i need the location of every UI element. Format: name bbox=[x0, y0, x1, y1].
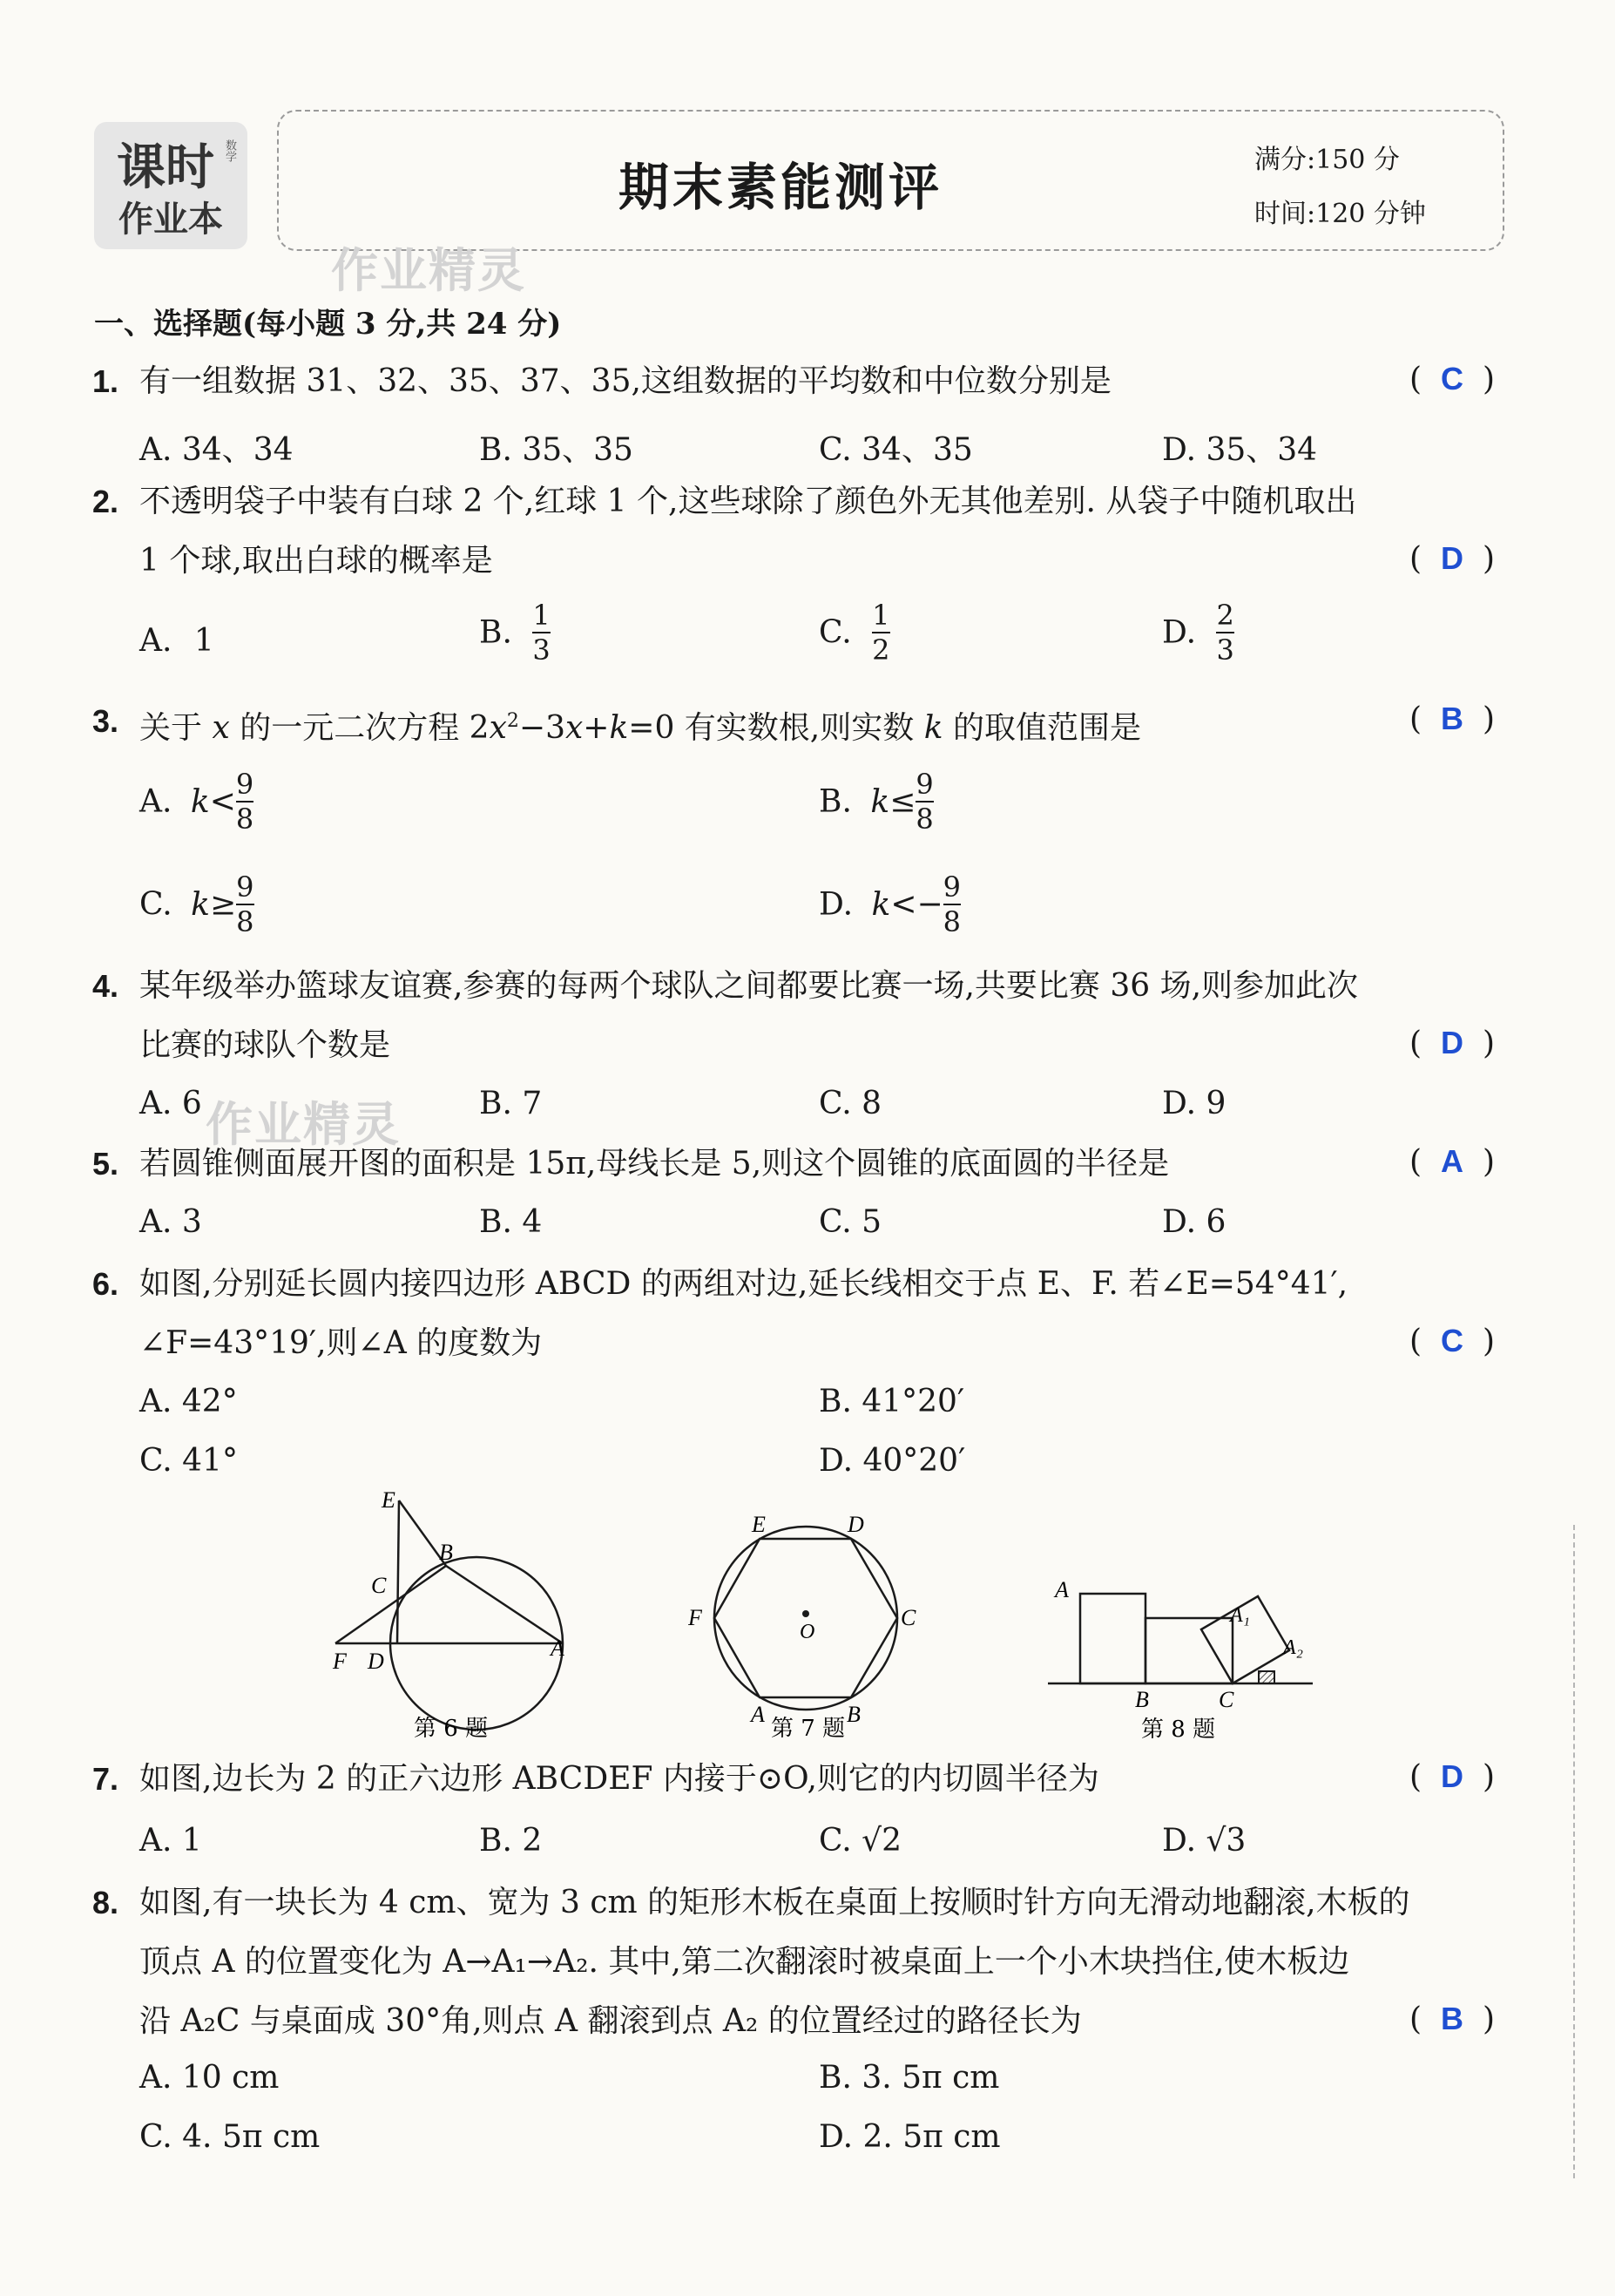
logo-small: 数学 bbox=[223, 139, 236, 162]
question-number: 2. bbox=[92, 484, 119, 519]
option-a: A. 1 bbox=[139, 1823, 202, 1859]
page-title: 期末素能测评 bbox=[618, 158, 943, 217]
numerator: 1 bbox=[872, 599, 890, 632]
option-label: B. bbox=[479, 614, 512, 651]
numerator: 9 bbox=[916, 768, 934, 801]
numerator: 9 bbox=[236, 870, 254, 904]
hexagon bbox=[714, 1539, 897, 1697]
label-a1: A₁ bbox=[1230, 1604, 1251, 1627]
numerator: 1 bbox=[532, 599, 551, 632]
variable-k: k bbox=[191, 886, 210, 923]
question-text-line1: 如图,分别延长圆内接四边形 ABCD 的两组对边,延长线相交于点 E、F. 若∠E=54°41′, bbox=[139, 1266, 1348, 1302]
relation: ≤ bbox=[889, 783, 916, 820]
label-a: A bbox=[1055, 1577, 1069, 1602]
question-number: 3. bbox=[92, 703, 119, 739]
answer-bracket: ( D ) bbox=[1409, 1758, 1496, 1795]
label-d: D bbox=[368, 1649, 384, 1674]
logo bbox=[94, 122, 251, 253]
label-e: E bbox=[382, 1487, 395, 1513]
option-c: C. 5 bbox=[819, 1204, 882, 1240]
variable-k: k bbox=[609, 710, 629, 746]
option-label: D. bbox=[819, 886, 854, 923]
denominator: 8 bbox=[943, 905, 961, 938]
variable-k: k bbox=[190, 783, 210, 820]
label-f: F bbox=[333, 1649, 347, 1674]
denominator: 2 bbox=[872, 633, 890, 667]
option-c: C. 8 bbox=[819, 1086, 882, 1121]
figure-7 bbox=[688, 1507, 923, 1747]
question-text-line1: 某年级举办篮球友谊赛,参赛的每两个球队之间都要比赛一场,共要比赛 36 场,则参加此次 bbox=[139, 968, 1359, 1004]
option-d: D. 40°20′ bbox=[819, 1443, 966, 1479]
answer: C bbox=[1441, 1323, 1464, 1358]
answer-bracket: ( C ) bbox=[1409, 361, 1496, 397]
numerator: 9 bbox=[943, 870, 961, 904]
fraction bbox=[532, 599, 551, 667]
relation: <− bbox=[890, 886, 943, 923]
question-text bbox=[139, 701, 1141, 749]
fraction bbox=[1216, 599, 1234, 667]
question-text-line2: 比赛的球队个数是 bbox=[139, 1027, 391, 1063]
text-part: 的一元二次方程 2 bbox=[240, 710, 490, 746]
circle-o bbox=[714, 1527, 897, 1710]
option-b: B. 35、35 bbox=[479, 432, 633, 468]
label-a2: A₂ bbox=[1283, 1636, 1304, 1659]
variable-x: x bbox=[489, 710, 507, 746]
option-value: 1 bbox=[193, 623, 214, 659]
option-label: A. bbox=[139, 623, 172, 659]
option-b: B. 4 bbox=[479, 1204, 543, 1240]
option-c: C. 4. 5π cm bbox=[139, 2119, 321, 2155]
option-d bbox=[819, 870, 961, 938]
option-c: C. 41° bbox=[139, 1443, 238, 1479]
figure-8 bbox=[1041, 1547, 1320, 1751]
answer-bracket: ( D ) bbox=[1409, 1025, 1496, 1061]
denominator: 8 bbox=[236, 905, 254, 938]
label-d: D bbox=[848, 1512, 864, 1537]
center-point bbox=[802, 1610, 809, 1617]
answer: D bbox=[1441, 540, 1464, 576]
option-d bbox=[1162, 599, 1234, 667]
question-number: 4. bbox=[92, 968, 119, 1004]
variable-k: k bbox=[870, 783, 890, 820]
option-b: B. 3. 5π cm bbox=[819, 2060, 1000, 2096]
answer: D bbox=[1441, 1758, 1464, 1794]
option-b: B. 7 bbox=[479, 1086, 543, 1121]
question-number: 8. bbox=[92, 1885, 119, 1920]
option-d: D. √3 bbox=[1162, 1823, 1247, 1859]
option-d: D. 6 bbox=[1162, 1204, 1226, 1240]
option-label: D. bbox=[1162, 614, 1197, 651]
option-a: A. 42° bbox=[139, 1384, 238, 1419]
question-text-line1: 不透明袋子中装有白球 2 个,红球 1 个,这些球除了颜色外无其他差别. 从袋子中随机取出 bbox=[139, 484, 1357, 519]
question-text-line3: 沿 A₂C 与桌面成 30°角,则点 A 翻滚到点 A₂ 的位置经过的路径长为 bbox=[139, 2003, 1082, 2039]
variable-k: k bbox=[871, 886, 891, 923]
question-number: 5. bbox=[92, 1146, 119, 1182]
text-part: 关于 bbox=[139, 710, 203, 746]
board-position-1 bbox=[1080, 1594, 1145, 1683]
option-c bbox=[139, 870, 254, 938]
option-a: A. 34、34 bbox=[139, 432, 294, 468]
watermark-top: 作业精灵 bbox=[331, 243, 526, 298]
option-a bbox=[139, 623, 214, 659]
option-label: A. bbox=[139, 783, 172, 820]
option-a: A. 3 bbox=[139, 1204, 202, 1240]
option-label: B. bbox=[819, 783, 852, 820]
answer-bracket: ( B ) bbox=[1409, 2001, 1496, 2037]
numerator: 9 bbox=[235, 768, 254, 801]
option-c: C. √2 bbox=[819, 1823, 902, 1859]
variable-k: k bbox=[923, 710, 943, 746]
option-d: D. 9 bbox=[1162, 1086, 1226, 1121]
denominator: 3 bbox=[532, 633, 551, 667]
question-text-line1: 如图,有一块长为 4 cm、宽为 3 cm 的矩形木板在桌面上按顺时针方向无滑动地翻滚,木板的 bbox=[139, 1885, 1410, 1920]
answer: A bbox=[1441, 1143, 1464, 1179]
label-a: A bbox=[551, 1636, 564, 1661]
logo-line2: 作业本 bbox=[118, 200, 223, 240]
option-c: C. 34、35 bbox=[819, 432, 973, 468]
relation: ≥ bbox=[210, 886, 237, 923]
full-score: 满分:150 分 bbox=[1254, 145, 1400, 175]
figure-6 bbox=[314, 1481, 592, 1743]
answer-bracket: ( C ) bbox=[1409, 1323, 1496, 1359]
watermark-middle: 作业精灵 bbox=[206, 1097, 401, 1152]
fraction bbox=[235, 768, 254, 836]
option-b: B. 2 bbox=[479, 1823, 543, 1859]
denominator: 8 bbox=[916, 803, 934, 836]
variable-x: x bbox=[564, 710, 584, 746]
margin-line bbox=[1573, 1525, 1575, 2178]
question-text: 有一组数据 31、32、35、37、35,这组数据的平均数和中位数分别是 bbox=[139, 363, 1112, 399]
denominator: 3 bbox=[1216, 633, 1234, 667]
label-e: E bbox=[752, 1512, 766, 1537]
question-number: 7. bbox=[92, 1761, 119, 1797]
answer-bracket: ( A ) bbox=[1409, 1143, 1496, 1180]
question-text: 如图,边长为 2 的正六边形 ABCDEF 内接于⊙O,则它的内切圆半径为 bbox=[139, 1761, 1099, 1797]
line-ed bbox=[397, 1500, 399, 1643]
exponent: 2 bbox=[506, 710, 519, 732]
answer: D bbox=[1441, 1025, 1464, 1060]
option-b bbox=[819, 768, 934, 836]
label-c: C bbox=[1219, 1687, 1234, 1712]
variable-x: x bbox=[212, 710, 230, 746]
relation: < bbox=[209, 783, 236, 820]
answer: B bbox=[1441, 701, 1464, 736]
caption: 第 6 题 bbox=[414, 1716, 489, 1742]
question-text-line2: 1 个球,取出白球的概率是 bbox=[139, 543, 493, 579]
option-label: C. bbox=[819, 614, 852, 651]
small-block bbox=[1259, 1671, 1274, 1683]
answer: C bbox=[1441, 361, 1464, 396]
option-d: D. 2. 5π cm bbox=[819, 2119, 1001, 2155]
caption: 第 7 题 bbox=[771, 1716, 846, 1742]
question-text-line2: ∠F=43°19′,则∠A 的度数为 bbox=[139, 1325, 543, 1361]
question-text-line2: 顶点 A 的位置变化为 A→A₁→A₂. 其中,第二次翻滚时被桌面上一个小木块挡住,使木板边 bbox=[139, 1944, 1350, 1980]
numerator: 2 bbox=[1216, 599, 1234, 632]
board-position-2 bbox=[1145, 1618, 1233, 1683]
caption: 第 8 题 bbox=[1141, 1717, 1216, 1743]
answer: B bbox=[1441, 2001, 1464, 2036]
option-a bbox=[139, 768, 254, 836]
option-label: C. bbox=[139, 886, 172, 923]
question-number: 1. bbox=[92, 363, 119, 399]
option-a: A. 6 bbox=[139, 1086, 202, 1121]
label-o: O bbox=[800, 1621, 815, 1643]
section-title: 一、选择题(每小题 3 分,共 24 分) bbox=[94, 307, 562, 342]
option-b: B. 41°20′ bbox=[819, 1384, 965, 1419]
text-part: + bbox=[583, 710, 610, 746]
label-b: B bbox=[1135, 1687, 1149, 1712]
fraction bbox=[872, 599, 890, 667]
text-part: −3 bbox=[518, 710, 565, 746]
label-c: C bbox=[371, 1573, 387, 1598]
fraction bbox=[943, 870, 961, 938]
label-f: F bbox=[688, 1605, 702, 1630]
option-b bbox=[479, 599, 551, 667]
logo-line1: 课时 bbox=[117, 139, 214, 196]
question-number: 6. bbox=[92, 1266, 119, 1302]
label-a: A bbox=[751, 1702, 765, 1727]
answer-bracket: ( B ) bbox=[1409, 701, 1496, 737]
label-c: C bbox=[901, 1605, 916, 1630]
option-a: A. 10 cm bbox=[139, 2060, 280, 2096]
fraction bbox=[916, 768, 934, 836]
question-text: 若圆锥侧面展开图的面积是 15π,母线长是 5,则这个圆锥的底面圆的半径是 bbox=[139, 1146, 1170, 1182]
exam-time: 时间:120 分钟 bbox=[1254, 199, 1426, 229]
answer-bracket: ( D ) bbox=[1409, 540, 1496, 577]
text-part: =0 有实数根,则实数 bbox=[628, 710, 915, 746]
fraction bbox=[236, 870, 254, 938]
option-c bbox=[819, 599, 890, 667]
line-ba bbox=[446, 1566, 563, 1643]
denominator: 8 bbox=[235, 803, 254, 836]
text-part: 的取值范围是 bbox=[953, 710, 1142, 746]
label-b: B bbox=[439, 1540, 453, 1565]
label-b: B bbox=[847, 1702, 861, 1727]
option-d: D. 35、34 bbox=[1162, 432, 1318, 468]
